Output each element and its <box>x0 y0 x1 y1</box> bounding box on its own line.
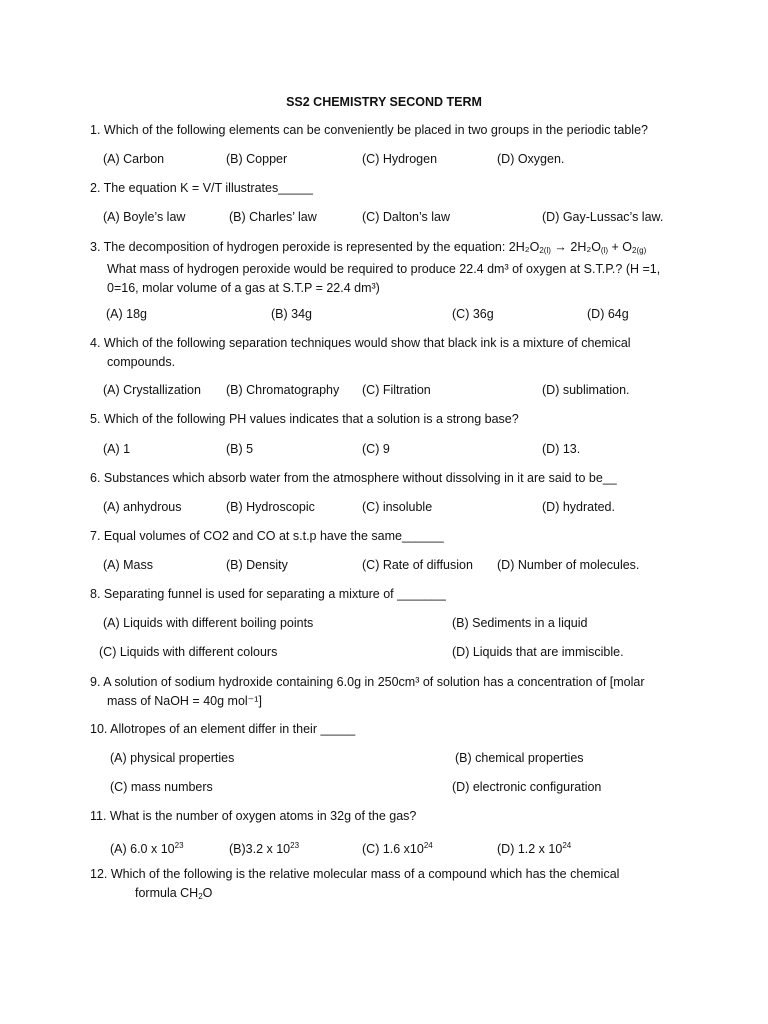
option-a: (A) anhydrous <box>103 500 182 514</box>
option-d <box>497 836 571 859</box>
option-d: (D) 13. <box>542 442 581 456</box>
q12-text-part: O <box>202 886 213 900</box>
option-d-base: (D) 1.2 x 10 <box>497 842 563 856</box>
option-d: (D) Number of molecules. <box>497 558 640 572</box>
option-c: (C) Hydrogen <box>362 152 438 166</box>
q3-subscript: 2(l) <box>539 246 551 255</box>
option-b: (B) 34g <box>271 307 312 321</box>
option-b: (B) Hydroscopic <box>226 500 315 514</box>
option-c: (C) insoluble <box>362 500 433 514</box>
question-3-options <box>0 305 768 324</box>
question-11-options <box>0 836 768 855</box>
question-6-options <box>0 498 768 517</box>
question-6: 6. Substances which absorb water from the atmosphere without dissolving in it are said to be__ <box>90 471 617 485</box>
option-a: (A) Carbon <box>103 152 165 166</box>
option-a <box>110 836 184 859</box>
question-9-line-2: mass of NaOH = 40g mol⁻¹] <box>107 694 262 708</box>
option-c-exponent: 24 <box>423 841 433 850</box>
q12-text-part: formula CH <box>135 886 199 900</box>
option-a: (A) Boyle’s law <box>103 210 186 224</box>
q3-text-part: → 2H₂O <box>550 240 601 254</box>
q3-text-part: 3. The decomposition of hydrogen peroxide is represented by the equation: 2H₂O <box>90 240 540 254</box>
option-a: (A) Liquids with different boiling points <box>103 616 314 630</box>
option-d: (D) 64g <box>587 307 629 321</box>
question-5: 5. Which of the following PH values indicates that a solution is a strong base? <box>90 412 519 426</box>
question-3-line-1 <box>90 238 690 260</box>
option-c: (C) Dalton’s law <box>362 210 450 224</box>
option-a: (A) Mass <box>103 558 153 572</box>
option-d: (D) electronic configuration <box>452 780 602 794</box>
option-a: (A) physical properties <box>110 751 235 765</box>
option-c: (C) 36g <box>452 307 494 321</box>
question-12-line-1: 12. Which of the following is the relative molecular mass of a compound which has the chemical <box>90 867 620 881</box>
question-8-options-row-2 <box>0 643 768 662</box>
q3-text-part: + O <box>608 240 632 254</box>
option-b-exponent: 23 <box>290 841 300 850</box>
option-a-exponent: 23 <box>174 841 184 850</box>
question-2-options <box>0 208 768 227</box>
question-4-line-2: compounds. <box>107 355 176 369</box>
option-d: (D) Gay-Lussac’s law. <box>542 210 664 224</box>
option-b: (B) Copper <box>226 152 288 166</box>
question-10-options-row-1 <box>0 749 768 768</box>
question-11: 11. What is the number of oxygen atoms in 32g of the gas? <box>90 809 417 823</box>
question-9 <box>90 673 690 711</box>
question-1-options <box>0 150 768 169</box>
question-8: 8. Separating funnel is used for separating a mixture of _______ <box>90 587 446 601</box>
q3-subscript: (l) <box>600 246 609 255</box>
option-c-base: (C) 1.6 x10 <box>362 842 424 856</box>
option-d-exponent: 24 <box>562 841 572 850</box>
question-2: 2. The equation K = V/T illustrates_____ <box>90 181 313 195</box>
question-7-options <box>0 556 768 575</box>
option-c: (C) 9 <box>362 442 390 456</box>
question-4 <box>90 334 690 372</box>
option-b <box>229 836 299 859</box>
option-b: (B) Charles’ law <box>229 210 317 224</box>
option-a: (A) 18g <box>106 307 147 321</box>
option-b: (B) 5 <box>226 442 254 456</box>
question-12-line-2 <box>90 884 690 906</box>
option-a: (A) Crystallization <box>103 383 201 397</box>
option-c: (C) Rate of diffusion <box>362 558 473 572</box>
question-3-line-2: What mass of hydrogen peroxide would be required to produce 22.4 dm³ of oxygen at S.T.P.? (H =1, <box>107 262 661 276</box>
question-1: 1. Which of the following elements can be conveniently be placed in two groups in the periodic table? <box>90 123 648 137</box>
option-a: (A) 1 <box>103 442 131 456</box>
question-3 <box>90 238 690 298</box>
option-c: (C) Filtration <box>362 383 431 397</box>
option-d: (D) Oxygen. <box>497 152 565 166</box>
option-b: (B) Chromatography <box>226 383 340 397</box>
page-title: SS2 CHEMISTRY SECOND TERM <box>286 95 482 109</box>
question-10-options-row-2 <box>0 778 768 797</box>
option-b: (B) chemical properties <box>455 751 584 765</box>
option-d: (D) sublimation. <box>542 383 630 397</box>
option-d: (D) Liquids that are immiscible. <box>452 645 624 659</box>
question-12 <box>90 865 690 906</box>
question-3-line-3: 0=16, molar volume of a gas at S.T.P = 22.4 dm³) <box>107 281 380 295</box>
q3-subscript: 2(g) <box>632 246 647 255</box>
option-c: (C) Liquids with different colours <box>99 645 278 659</box>
option-b: (B) Density <box>226 558 288 572</box>
q12-subscript: 2 <box>198 892 203 901</box>
option-d: (D) hydrated. <box>542 500 615 514</box>
question-9-line-1: 9. A solution of sodium hydroxide containing 6.0g in 250cm³ of solution has a concentration of [molar <box>90 675 645 689</box>
question-4-line-1: 4. Which of the following separation techniques would show that black ink is a mixture of chemical <box>90 336 631 350</box>
option-a-base: (A) 6.0 x 10 <box>110 842 175 856</box>
question-10: 10. Allotropes of an element differ in their _____ <box>90 722 356 736</box>
question-5-options <box>0 440 768 459</box>
question-8-options-row-1 <box>0 614 768 633</box>
option-b-base: (B)3.2 x 10 <box>229 842 291 856</box>
option-c: (C) mass numbers <box>110 780 213 794</box>
option-c <box>362 836 433 859</box>
question-4-options <box>0 381 768 400</box>
option-b: (B) Sediments in a liquid <box>452 616 588 630</box>
question-7: 7. Equal volumes of CO2 and CO at s.t.p have the same______ <box>90 529 444 543</box>
